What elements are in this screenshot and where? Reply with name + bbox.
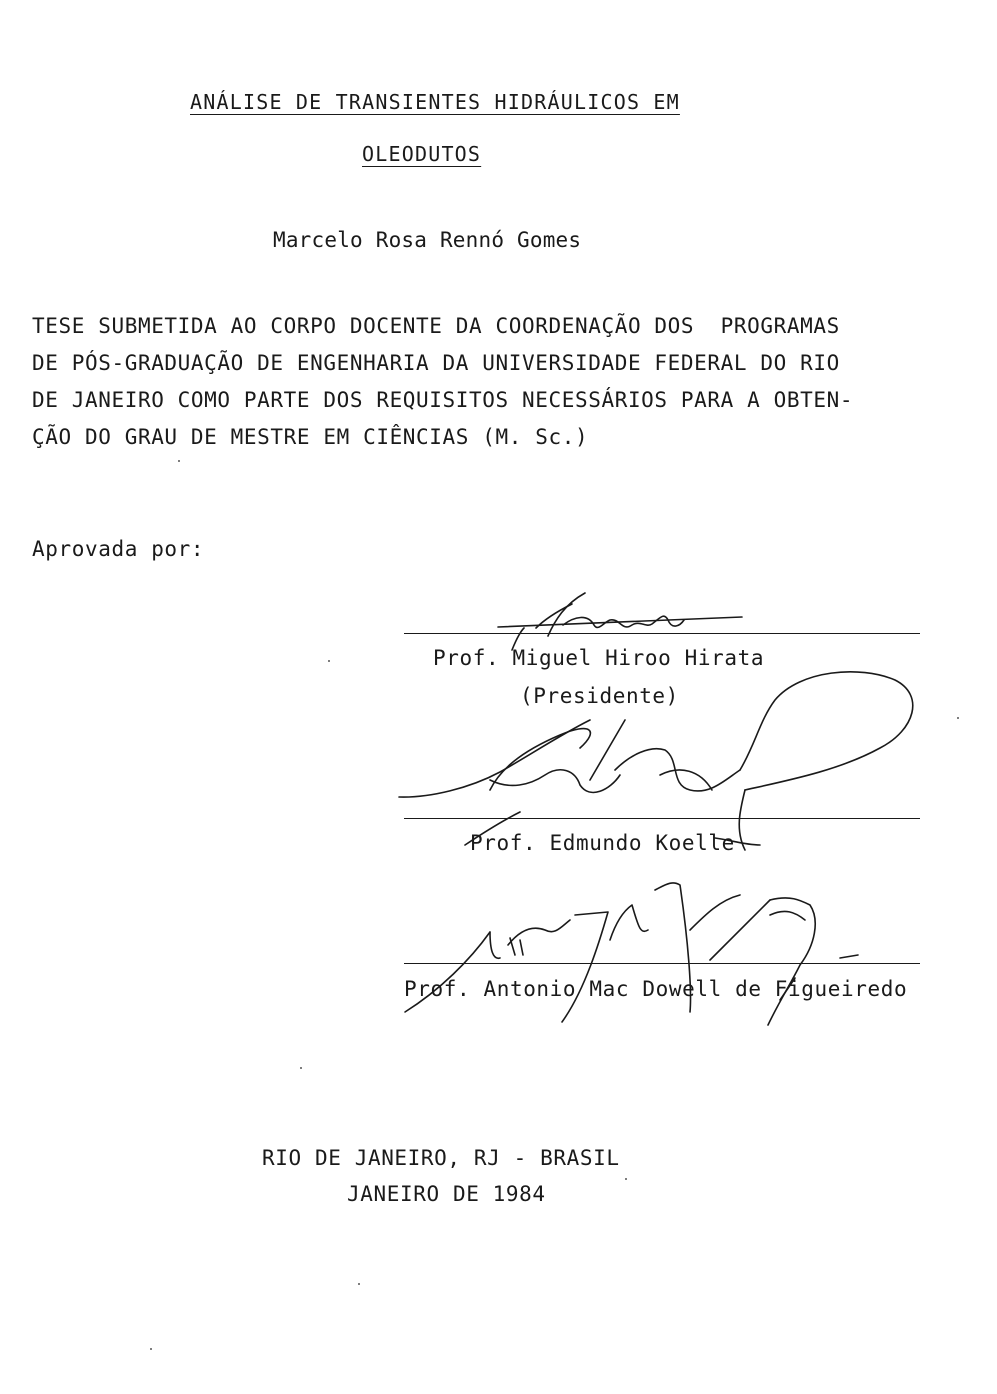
committee-member-1-role: (Presidente) — [520, 684, 679, 708]
signature-line-3 — [404, 963, 920, 964]
signature-line-1 — [404, 633, 920, 634]
title-line-1: ANÁLISE DE TRANSIENTES HIDRÁULICOS EM — [190, 90, 680, 114]
author-name: Marcelo Rosa Rennó Gomes — [273, 228, 582, 252]
signature-mac-dowell — [405, 883, 858, 1025]
thesis-line-3: DE JANEIRO COMO PARTE DOS REQUISITOS NECESSÁRIOS PARA A OBTEN- — [32, 388, 854, 412]
scan-speck — [358, 1283, 360, 1285]
scan-speck — [150, 1348, 152, 1350]
thesis-line-2: DE PÓS-GRADUAÇÃO DE ENGENHARIA DA UNIVERSIDADE FEDERAL DO RIO — [32, 351, 840, 375]
scan-speck — [957, 717, 959, 719]
thesis-line-4: ÇÃO DO GRAU DE MESTRE EM CIÊNCIAS (M. Sc.) — [32, 425, 589, 449]
signature-hirata — [498, 593, 742, 650]
committee-member-3-name: Prof. Antonio Mac Dowell de Figueiredo — [404, 977, 908, 1001]
footer-date: JANEIRO DE 1984 — [347, 1182, 546, 1206]
scan-speck — [178, 460, 180, 462]
approval-label: Aprovada por: — [32, 537, 205, 561]
scan-speck — [328, 660, 330, 662]
committee-member-2-name: Prof. Edmundo Koelle — [470, 831, 735, 855]
signature-line-2 — [404, 818, 920, 819]
thesis-line-1: TESE SUBMETIDA AO CORPO DOCENTE DA COORDENAÇÃO DOS PROGRAMAS — [32, 314, 840, 338]
scan-speck — [625, 1178, 627, 1180]
title-line-2: OLEODUTOS — [362, 142, 482, 166]
committee-member-1-name: Prof. Miguel Hiroo Hirata — [433, 646, 765, 670]
footer-location: RIO DE JANEIRO, RJ - BRASIL — [262, 1146, 620, 1170]
scan-speck — [300, 1067, 302, 1069]
